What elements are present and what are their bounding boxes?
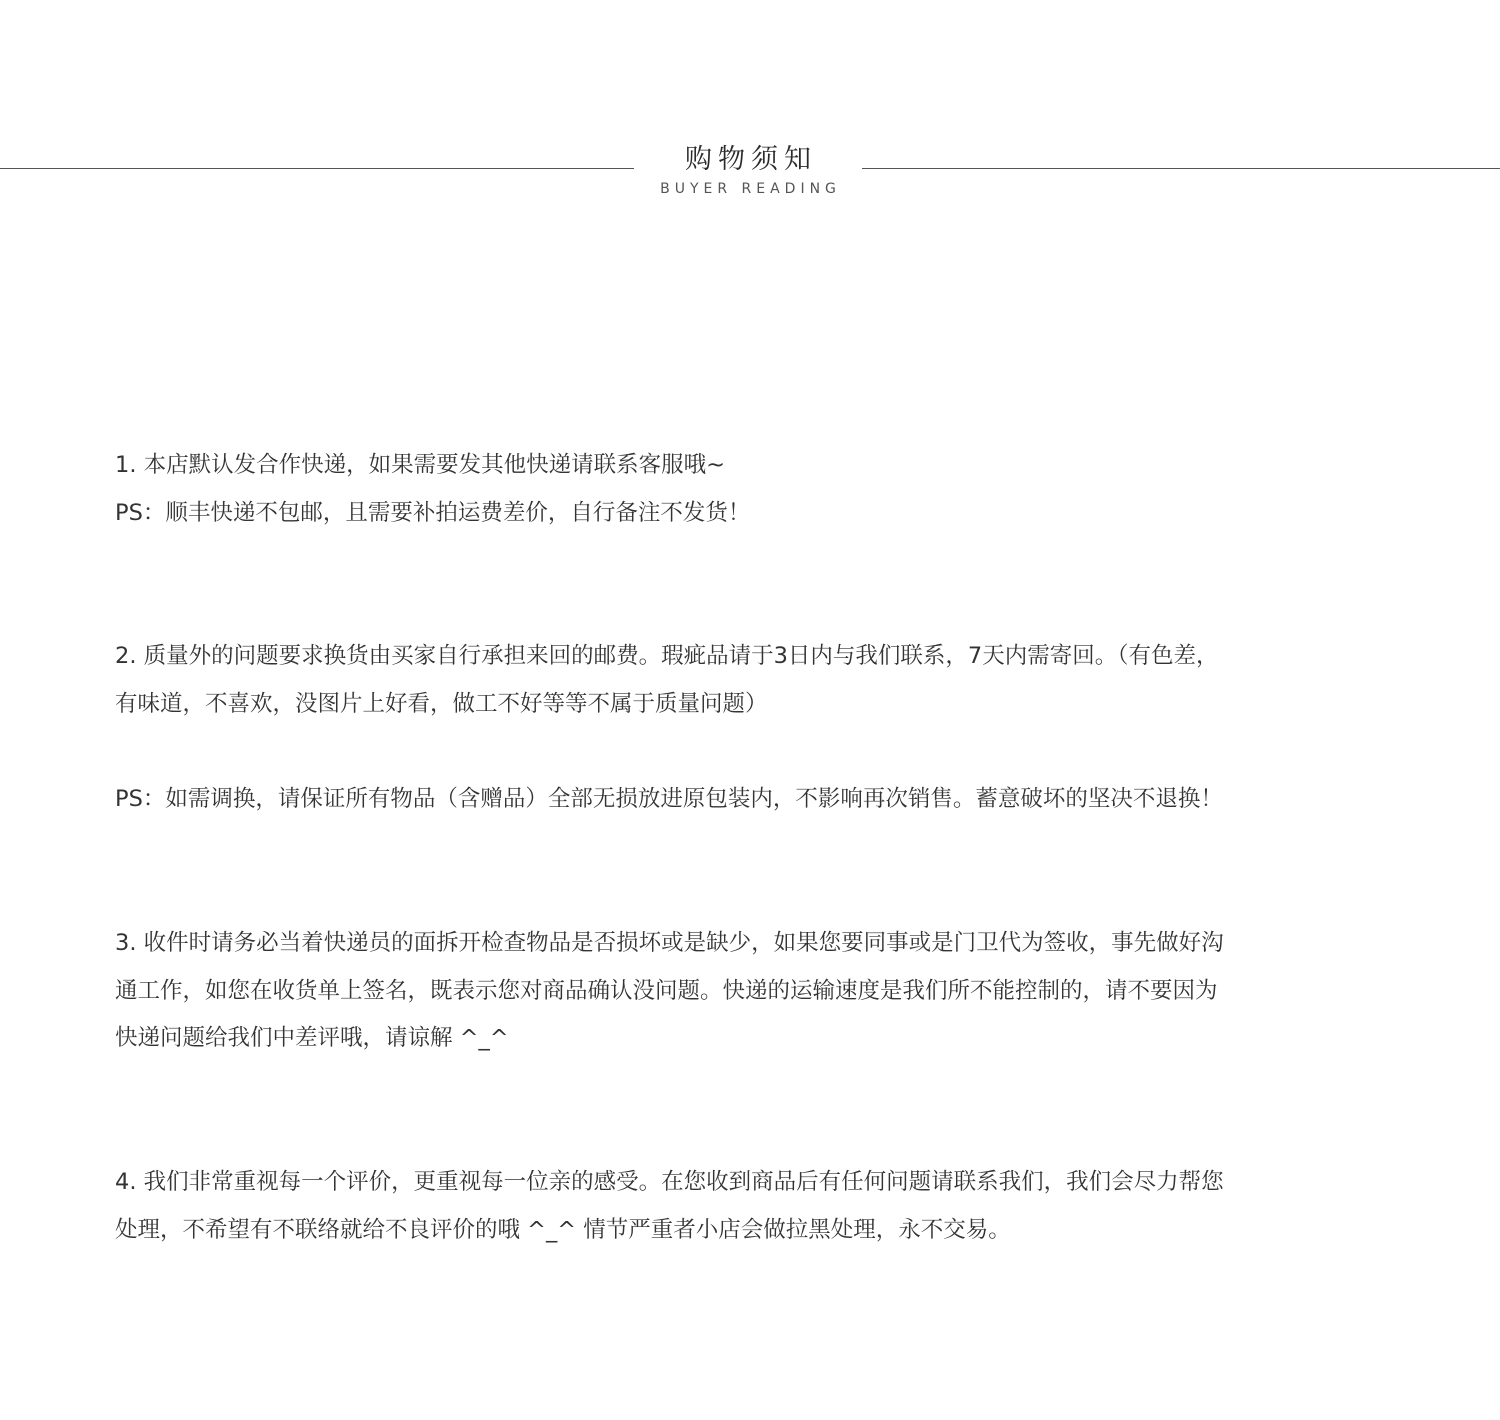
notice-2-line-2: 有味道，不喜欢，没图片上好看，做工不好等等不属于质量问题） <box>115 691 768 717</box>
notice-3-line-3: 快递问题给我们中差评哦，请谅解 ^_^ <box>115 1025 509 1051</box>
title-block <box>634 140 862 198</box>
page-subtitle: BUYER READING <box>660 181 841 197</box>
notice-2-line-1: 2. 质量外的问题要求换货由买家自行承担来回的邮费。瑕疵品请于3日内与我们联系，7天内需寄回。（有色差， <box>115 643 1219 669</box>
notice-1-line-2: PS：顺丰快递不包邮，且需要补拍运费差价，自行备注不发货！ <box>115 500 751 526</box>
notice-4-line-1: 4. 我们非常重视每一个评价，更重视每一位亲的感受。在您收到商品后有任何问题请联系我们，我们会尽力帮您 <box>115 1169 1224 1195</box>
divider-left <box>0 168 634 169</box>
page-title: 购物须知 <box>685 144 817 175</box>
notice-4-line-2: 处理，不希望有不联络就给不良评价的哦 ^_^ 情节严重者小店会做拉黑处理，永不交易。 <box>115 1217 1011 1243</box>
notice-3-line-1: 3. 收件时请务必当着快递员的面拆开检查物品是否损坏或是缺少，如果您要同事或是门卫代为签收，事先做好沟 <box>115 930 1224 956</box>
divider-right <box>862 168 1500 169</box>
section-header <box>0 140 1500 210</box>
notice-3-line-2: 通工作，如您在收货单上签名，既表示您对商品确认没问题。快递的运输速度是我们所不能控制的，请不要因为 <box>115 978 1218 1004</box>
notice-2-line-3: PS：如需调换，请保证所有物品（含赠品）全部无损放进原包装内，不影响再次销售。蓄意破坏的坚决不退换！ <box>115 786 1223 812</box>
notice-1-line-1: 1. 本店默认发合作快递，如果需要发其他快递请联系客服哦~ <box>115 452 725 478</box>
